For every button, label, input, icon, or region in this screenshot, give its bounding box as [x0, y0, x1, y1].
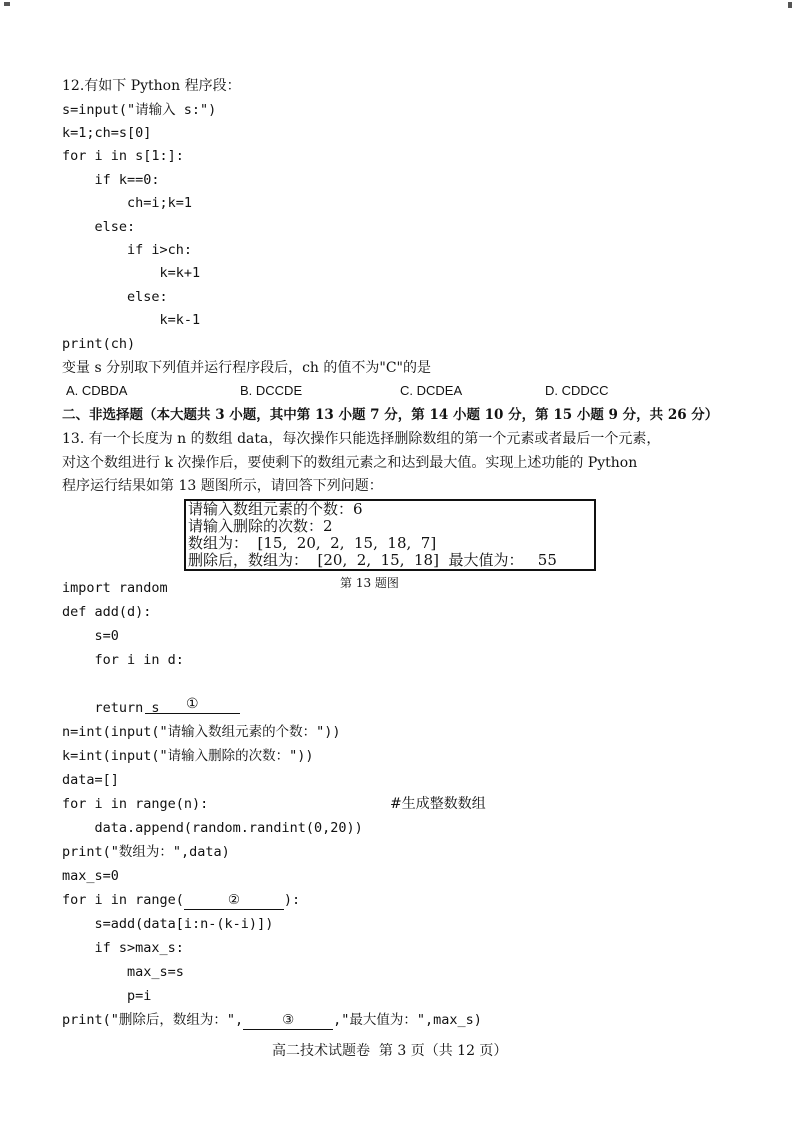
q12-code-line: ch=i;k=1: [62, 195, 193, 211]
option-b: B. DCCDE: [240, 383, 303, 398]
section-title: 二、非选择题（本大题共 3 小题，其中第 13 小题 7 分，第 14 小题 10 分，第 15 小题 9 分，共 26 分）: [62, 407, 719, 423]
q12-code-line: else:: [62, 219, 136, 235]
q13-text-line: 13. 有一个长度为 n 的数组 data，每次操作只能选择删除数组的第一个元素或者最后一个元素，: [62, 431, 661, 447]
output-line: 请输入删除的次数：2: [188, 517, 333, 535]
q13-code-line: p=i: [62, 988, 152, 1004]
figure-caption: 第 13 题图: [340, 576, 399, 590]
scan-mark: [788, 2, 792, 8]
q12-code-line: s=input("请输入 s:"): [62, 102, 217, 118]
code-fragment: ,"最大值为：",max_s): [333, 1012, 482, 1028]
option-d: D. CDDCC: [545, 383, 609, 398]
q12-code-line: if i>ch:: [62, 242, 193, 258]
q13-code-line: s=add(data[i:n-(k-i)]): [62, 916, 274, 932]
q13-code-line: data=[]: [62, 772, 119, 788]
q13-code-line: for i in range(n):: [62, 796, 209, 812]
option-a: A. CDBDA: [66, 383, 128, 398]
q12-question: 变量 s 分别取下列值并运行程序段后，ch 的值不为"C"的是: [62, 360, 431, 376]
option-c: C. DCDEA: [400, 383, 463, 398]
q12-heading: 12.有如下 Python 程序段：: [62, 78, 241, 94]
q13-code-line: return s: [62, 700, 160, 716]
q13-code-line: [62, 1010, 482, 1030]
q12-code-line: k=k+1: [62, 265, 201, 281]
blank-3: ③: [243, 1012, 333, 1030]
q12-code-line: k=1;ch=s[0]: [62, 125, 152, 141]
code-comment: #生成整数数组: [390, 796, 486, 812]
output-line: 请输入数组元素的个数：6: [188, 500, 363, 518]
blank-2: ②: [184, 892, 284, 910]
q13-text-line: 程序运行结果如第 13 题图所示，请回答下列问题：: [62, 478, 383, 494]
q12-code-line: print(ch): [62, 336, 136, 352]
q13-code-line: k=int(input("请输入删除的次数：")): [62, 748, 314, 764]
q13-code-line: import random: [62, 580, 168, 596]
q13-code-line: data.append(random.randint(0,20)): [62, 820, 363, 836]
q13-code-line: if s>max_s:: [62, 940, 184, 956]
blank-1: ①: [145, 696, 240, 714]
output-line: 数组为： [15, 20, 2, 15, 18, 7]: [188, 534, 437, 552]
q12-code-line: else:: [62, 289, 168, 305]
q13-code-line: max_s=s: [62, 964, 184, 980]
code-fragment: for i in range(: [62, 892, 184, 908]
q13-code-line: n=int(input("请输入数组元素的个数：")): [62, 724, 341, 740]
q13-code-line: print("数组为：",data): [62, 844, 230, 860]
q12-code-line: k=k-1: [62, 312, 201, 328]
program-output-box: [184, 499, 596, 571]
code-fragment: ):: [283, 892, 301, 908]
q13-code-line: [62, 890, 300, 910]
q13-code-line: for i in d:: [62, 652, 184, 668]
q12-code-line: for i in s[1:]:: [62, 148, 184, 164]
q13-code-line: s=0: [62, 628, 119, 644]
q13-text-line: 对这个数组进行 k 次操作后，要使剩下的数组元素之和达到最大值。实现上述功能的 Python: [62, 455, 638, 471]
scan-mark: [4, 2, 10, 6]
q13-code-line: def add(d):: [62, 604, 152, 620]
code-fragment: print("删除后，数组为：",: [62, 1012, 244, 1028]
q12-code-line: if k==0:: [62, 172, 160, 188]
output-line: 删除后，数组为： [20, 2, 15, 18] 最大值为： 55: [188, 551, 557, 569]
page-footer: 高二技术试题卷 第 3 页（共 12 页）: [272, 1043, 508, 1059]
q13-code-line: max_s=0: [62, 868, 119, 884]
